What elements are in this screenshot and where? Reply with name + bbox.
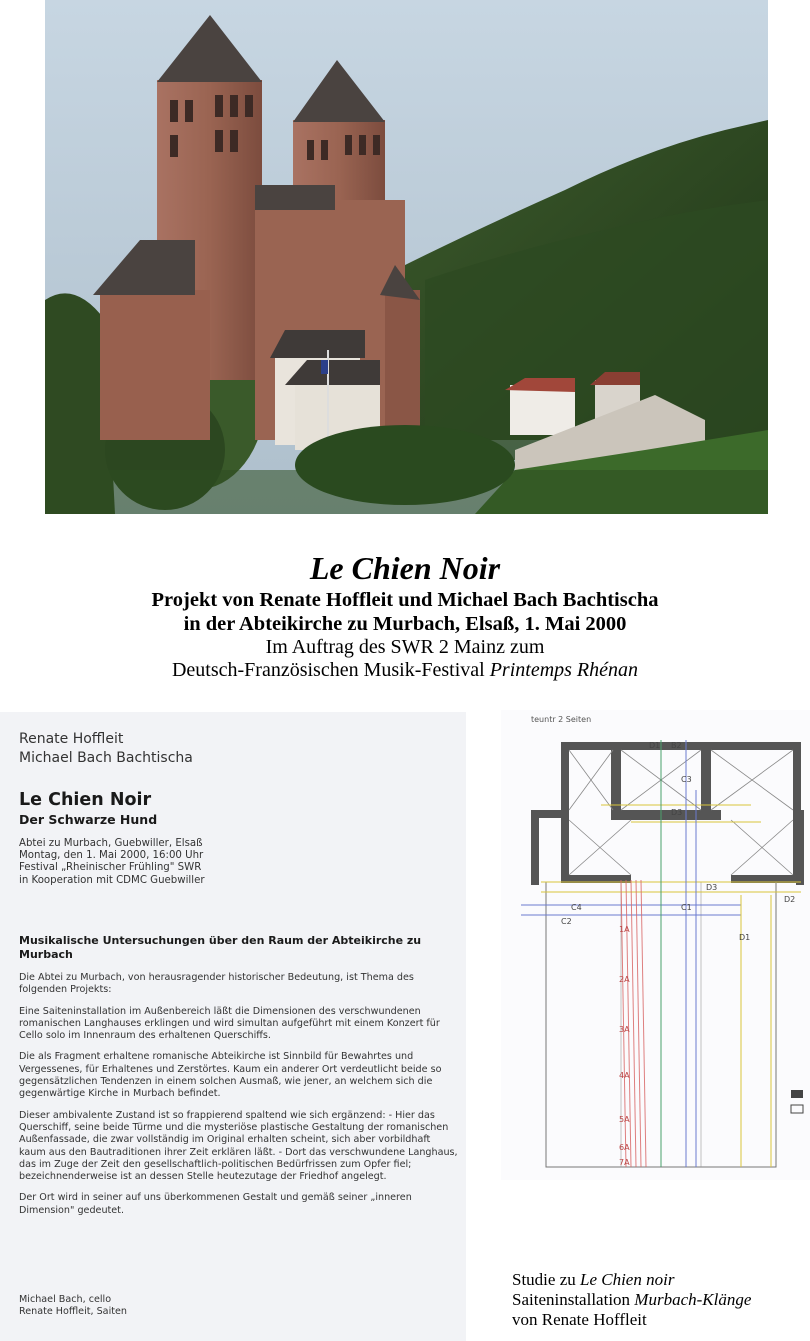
- study-line-3: von Renate Hoffleit: [512, 1310, 647, 1329]
- flyer-title: Le Chien Noir: [19, 790, 152, 810]
- caption-line-2: in der Abteikirche zu Murbach, Elsaß, 1. Mai 2000: [183, 613, 627, 635]
- plan-label: C4: [571, 903, 582, 912]
- festival-name: Printemps Rhénan: [489, 659, 639, 681]
- caption-line-4-prefix: Deutsch-Französischen Musik-Festival: [171, 659, 490, 681]
- plan-label: 1A: [619, 925, 630, 934]
- flyer-paragraph: Die Abtei zu Murbach, von herausragender historischer Bedeutung, ist Thema des folgenden Projekts:: [19, 972, 414, 996]
- flyer-heading: Musikalische Untersuchungen über den Raum der Abteikirche zu Murbach: [19, 934, 422, 961]
- floor-plan-drawing: [501, 710, 810, 1180]
- plan-label: C1: [681, 903, 692, 912]
- project-title: Le Chien Noir: [309, 550, 501, 586]
- credit-line: Michael Bach, cello: [19, 1294, 112, 1305]
- plan-label: B2: [671, 741, 682, 750]
- photo-caption: [0, 548, 810, 682]
- plan-label: D2: [784, 895, 796, 904]
- caption-line-1: Projekt von Renate Hoffleit und Michael Bach Bachtischa: [151, 589, 659, 611]
- flyer-paragraph: Dieser ambivalente Zustand ist so frappierend spaltend wie sich ergänzend: - Hier das Querschiff, seine beide Türme und die mysteriöse plastische Gestaltung der romanischen Außenfassade, die zwar vollständig im Original erhalten scheint, sich aber vorbildhaft kaum aus den Bautraditionen ihrer Zeit erklären läßt. - Dort das verschwundene Langhaus, das im Zuge der Zeit den gesellschaftlich-politischen Bedürfrissen zum Opfer fiel; bezeichnenderweise ist an dessen Stelle heutezutage der Friedhof angelegt.: [19, 1109, 458, 1183]
- program-flyer: [0, 712, 466, 1341]
- flyer-authors: [19, 730, 193, 768]
- plan-label: C2: [561, 917, 572, 926]
- floor-plan-sketch: [501, 710, 810, 1180]
- church-photo: [45, 0, 768, 514]
- study-prefix: Studie zu: [512, 1270, 580, 1289]
- flyer-paragraph: Die als Fragment erhaltene romanische Abteikirche ist Sinnbild für Bewahrtes und Vergessenes, für Erhaltenes und Zerstörtes. Kaum ein anderer Ort verdeutlicht beide so gegensätzlichen Tendenzen in einem solchen Ausmaß, wie jener, an welchem sich die gegenwärtige Kirche in Murbach befindet.: [19, 1051, 442, 1100]
- plan-label: 7A: [619, 1158, 630, 1167]
- legend-swatch-dark: [791, 1090, 803, 1098]
- caption-line-4: [0, 659, 810, 682]
- installation-title: Murbach-Klänge: [634, 1290, 752, 1309]
- flyer-venue: [19, 838, 205, 887]
- abbey-church-image: [45, 0, 768, 514]
- study-line-2-prefix: Saiteninstallation: [512, 1290, 635, 1309]
- plan-note-top: teuntr 2 Seiten: [531, 715, 592, 724]
- study-line-1: [512, 1270, 751, 1290]
- flyer-author-2: Michael Bach Bachtischa: [19, 750, 193, 766]
- caption-line-3: Im Auftrag des SWR 2 Mainz zum: [265, 636, 545, 658]
- flyer-author-1: Renate Hoffleit: [19, 731, 124, 747]
- venue-line: Festival „Rheinischer Frühling" SWR: [19, 862, 202, 874]
- venue-line: Montag, den 1. Mai 2000, 16:00 Uhr: [19, 850, 204, 862]
- flyer-subtitle: Der Schwarze Hund: [19, 812, 158, 827]
- plan-label: 4A: [619, 1071, 630, 1080]
- flyer-credits: [19, 1294, 127, 1319]
- venue-line: Abtei zu Murbach, Guebwiller, Elsaß: [19, 838, 203, 849]
- legend-swatch-light: [791, 1105, 803, 1113]
- plan-label: 2A: [619, 975, 630, 984]
- flyer-body: [19, 972, 459, 1226]
- study-line-2: [512, 1290, 751, 1310]
- flyer-paragraph: Eine Saiteninstallation im Außenbereich läßt die Dimensionen des verschwundenen romanischen Langhauses erklingen und wird simultan aufgeführt mit einem Konzert für Cello solo im Innenraum des erhaltenen Querschiffs.: [19, 1005, 440, 1042]
- plan-label: 6A: [619, 1143, 630, 1152]
- plan-label: 3A: [619, 1025, 630, 1034]
- plan-label: D1: [649, 741, 661, 750]
- study-work-title: Le Chien noir: [580, 1270, 675, 1289]
- plan-label: 5A: [619, 1115, 630, 1124]
- plan-walls: [531, 742, 804, 885]
- venue-line: in Kooperation mit CDMC Guebwiller: [19, 874, 205, 886]
- study-caption: [512, 1270, 751, 1330]
- credit-line: Renate Hoffleit, Saiten: [19, 1306, 127, 1318]
- plan-label: C3: [681, 775, 692, 784]
- plan-label: D1: [739, 933, 751, 942]
- flyer-paragraph: Der Ort wird in seiner auf uns überkommenen Gestalt und gemäß seiner „inneren Dimension" gedeutet.: [19, 1192, 412, 1216]
- plan-label: D3: [671, 808, 683, 817]
- plan-label: D3: [706, 883, 718, 892]
